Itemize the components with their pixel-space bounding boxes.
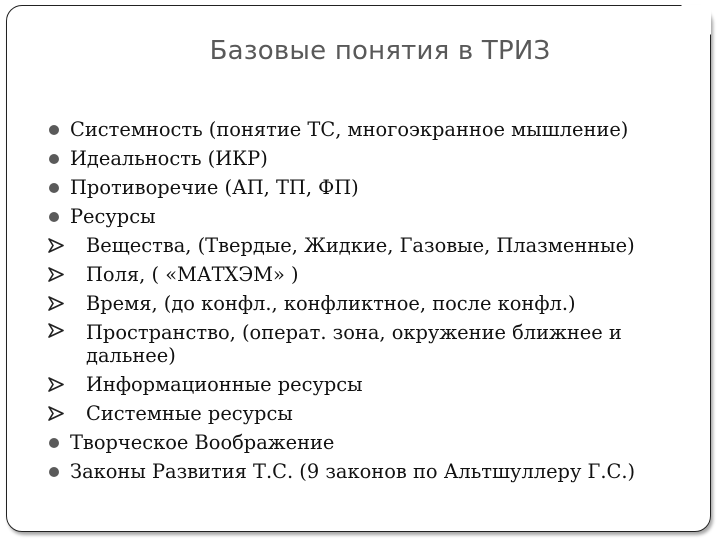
arrowhead-bullet-icon bbox=[48, 406, 64, 421]
round-bullet-icon bbox=[49, 125, 59, 135]
list-item-text: Пространство, (операт. зона, окружение ближнее и дальнее) bbox=[86, 321, 622, 367]
arrowhead-bullet-icon bbox=[48, 296, 64, 311]
list-item-text: Время, (до конфл., конфликтное, после конфл.) bbox=[86, 292, 576, 315]
arrowhead-bullet-icon bbox=[48, 267, 64, 282]
list-item-text: Системность (понятие ТС, многоэкранное мышление) bbox=[70, 118, 629, 141]
list-item-text: Ресурсы bbox=[70, 205, 156, 228]
list-item bbox=[46, 231, 686, 260]
list-item bbox=[46, 173, 686, 202]
round-bullet-icon bbox=[49, 183, 59, 193]
slide-title: Базовые понятия в ТРИЗ bbox=[209, 36, 551, 66]
round-bullet-icon bbox=[49, 212, 59, 222]
list-item bbox=[46, 289, 686, 318]
list-item-text: Идеальность (ИКР) bbox=[70, 147, 268, 170]
bullet-list bbox=[46, 115, 686, 486]
list-item-text: Творческое Воображение bbox=[70, 431, 335, 454]
list-item-text: Противоречие (АП, ТП, ФП) bbox=[70, 176, 359, 199]
arrowhead-bullet-icon bbox=[48, 377, 64, 392]
list-item-text: Законы Развития Т.С. (9 законов по Альтшуллеру Г.С.) bbox=[70, 460, 636, 483]
list-item bbox=[46, 428, 686, 457]
list-item bbox=[46, 370, 686, 399]
round-bullet-icon bbox=[49, 154, 59, 164]
list-item bbox=[46, 115, 686, 144]
list-item bbox=[46, 318, 686, 370]
list-item-text: Поля, ( «МАТХЭМ» ) bbox=[86, 263, 299, 286]
list-item bbox=[46, 144, 686, 173]
arrowhead-bullet-icon bbox=[48, 323, 64, 338]
list-item bbox=[46, 457, 686, 486]
arrowhead-bullet-icon bbox=[48, 238, 64, 253]
list-item-text: Системные ресурсы bbox=[86, 402, 293, 425]
round-bullet-icon bbox=[49, 438, 59, 448]
list-item-text: Вещества, (Твердые, Жидкие, Газовые, Плазменные) bbox=[86, 234, 635, 257]
folded-corner bbox=[679, 5, 711, 37]
list-item-text: Информационные ресурсы bbox=[86, 373, 363, 396]
list-item bbox=[46, 202, 686, 231]
list-item bbox=[46, 260, 686, 289]
list-item bbox=[46, 399, 686, 428]
round-bullet-icon bbox=[49, 467, 59, 477]
